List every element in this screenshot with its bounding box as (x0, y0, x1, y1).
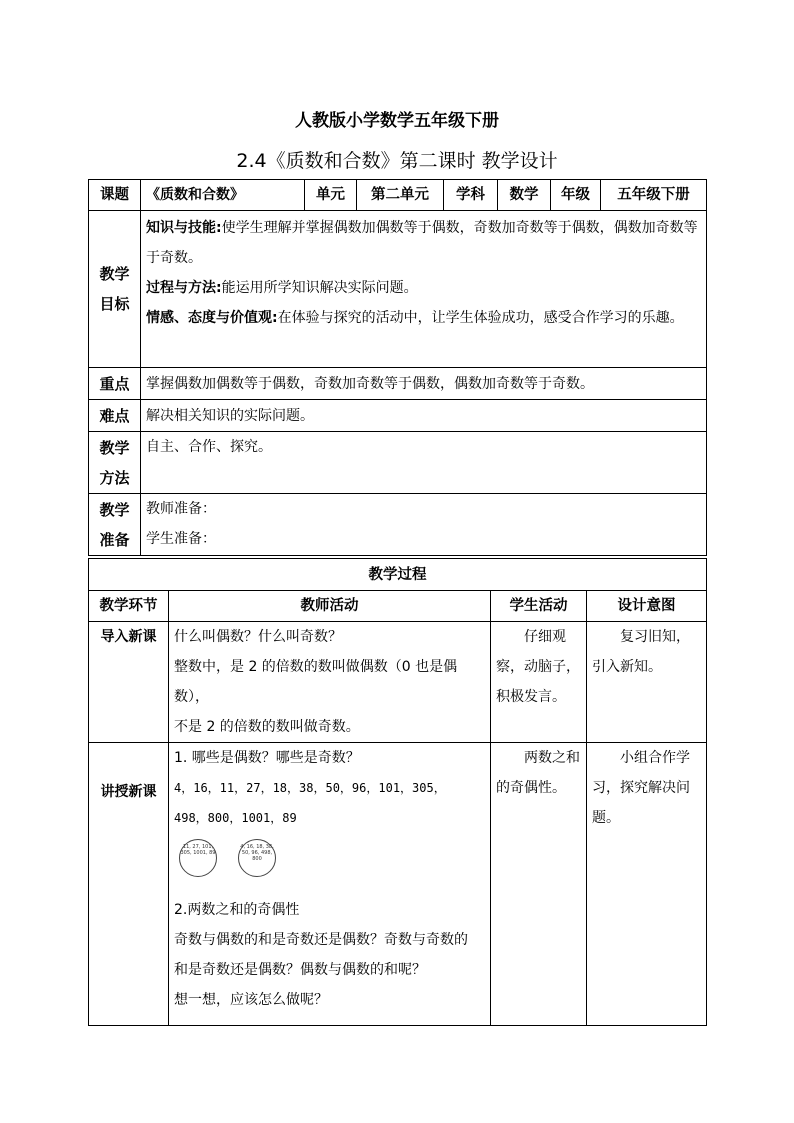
grade-label: 年级 (551, 180, 601, 211)
key-point-text: 掌握偶数加偶数等于偶数，奇数加奇数等于偶数，偶数加奇数等于奇数。 (141, 368, 707, 400)
method-text: 自主、合作、探究。 (141, 432, 707, 494)
intent-intro: 复习旧知，引入新知。 (587, 622, 707, 743)
topic-label: 课题 (89, 180, 141, 211)
process-table (88, 558, 707, 1026)
col-teacher: 教师活动 (169, 591, 491, 622)
doc-title: 人教版小学数学五年级下册 (295, 111, 499, 131)
difficulty-text: 解决相关知识的实际问题。 (141, 400, 707, 432)
method-obj-text: 能运用所学知识解决实际问题。 (221, 280, 418, 296)
teacher-intro: 什么叫偶数？什么叫奇数？ 整数中，是 2 的倍数的数叫做偶数（0 也是偶数）， 不是 2 的倍数的数叫做奇数。 (169, 622, 491, 743)
subject-label: 学科 (444, 180, 498, 211)
stage-new: 讲授新课 (89, 743, 169, 1026)
objectives-content (141, 211, 707, 368)
student-new: 两数之和的奇偶性。 (491, 743, 587, 1026)
col-intent: 设计意图 (587, 591, 707, 622)
knowledge-label: 知识与技能: (146, 220, 222, 236)
process-title: 教学过程 (89, 559, 707, 591)
emotion-label: 情感、态度与价值观: (146, 310, 278, 326)
odd-circle: 11, 27, 101, 305, 1001, 89 (179, 839, 217, 877)
subject-value: 数学 (498, 180, 551, 211)
odd-even-diagram (174, 839, 485, 889)
student-intro: 仔细观察，动脑子，积极发言。 (491, 622, 587, 743)
method-label: 教学 方法 (89, 432, 141, 494)
grade-value: 五年级下册 (601, 180, 707, 211)
even-circle: 4, 16, 18, 38, 50, 96, 498, 800 (238, 839, 276, 877)
stage-intro: 导入新课 (89, 622, 169, 743)
method-obj-label: 过程与方法: (146, 280, 222, 296)
col-student: 学生活动 (491, 591, 587, 622)
preparation-label: 教学 准备 (89, 494, 141, 556)
key-point-label: 重点 (89, 368, 141, 400)
emotion-text: 在体验与探究的活动中，让学生体验成功，感受合作学习的乐趣。 (277, 310, 684, 326)
topic-value: 《质数和合数》 (141, 180, 305, 211)
student-prep: 学生准备： (146, 531, 216, 547)
teacher-prep: 教师准备： (146, 501, 216, 517)
col-stage: 教学环节 (89, 591, 169, 622)
preparation-content (141, 494, 707, 556)
unit-label: 单元 (305, 180, 357, 211)
difficulty-label: 难点 (89, 400, 141, 432)
objectives-label: 教学 目标 (89, 211, 141, 368)
teacher-new: 1. 哪些是偶数？哪些是奇数？ 4，16，11，27，18，38，50，96，101，305， 498，800，1001，89 11, 27, 101, 305, 1001, 89 4, 16, 18, 38, 50, 96, 498, 800 2.两数之和的奇偶性 奇数与偶数的和是奇数还是偶数？奇数与奇数的 和是奇数还是偶数？偶数与偶数的和呢？ 想一想，应该怎么做呢？ (169, 743, 491, 1026)
doc-subtitle: 2.4《质数和合数》第二课时 教学设计 (236, 150, 558, 172)
intent-new: 小组合作学习，探究解决问题。 (587, 743, 707, 1026)
unit-value: 第二单元 (357, 180, 444, 211)
knowledge-text: 使学生理解并掌握偶数加偶数等于偶数，奇数加奇数等于偶数，偶数加奇数等于奇数。 (146, 220, 698, 266)
info-table (88, 179, 707, 556)
